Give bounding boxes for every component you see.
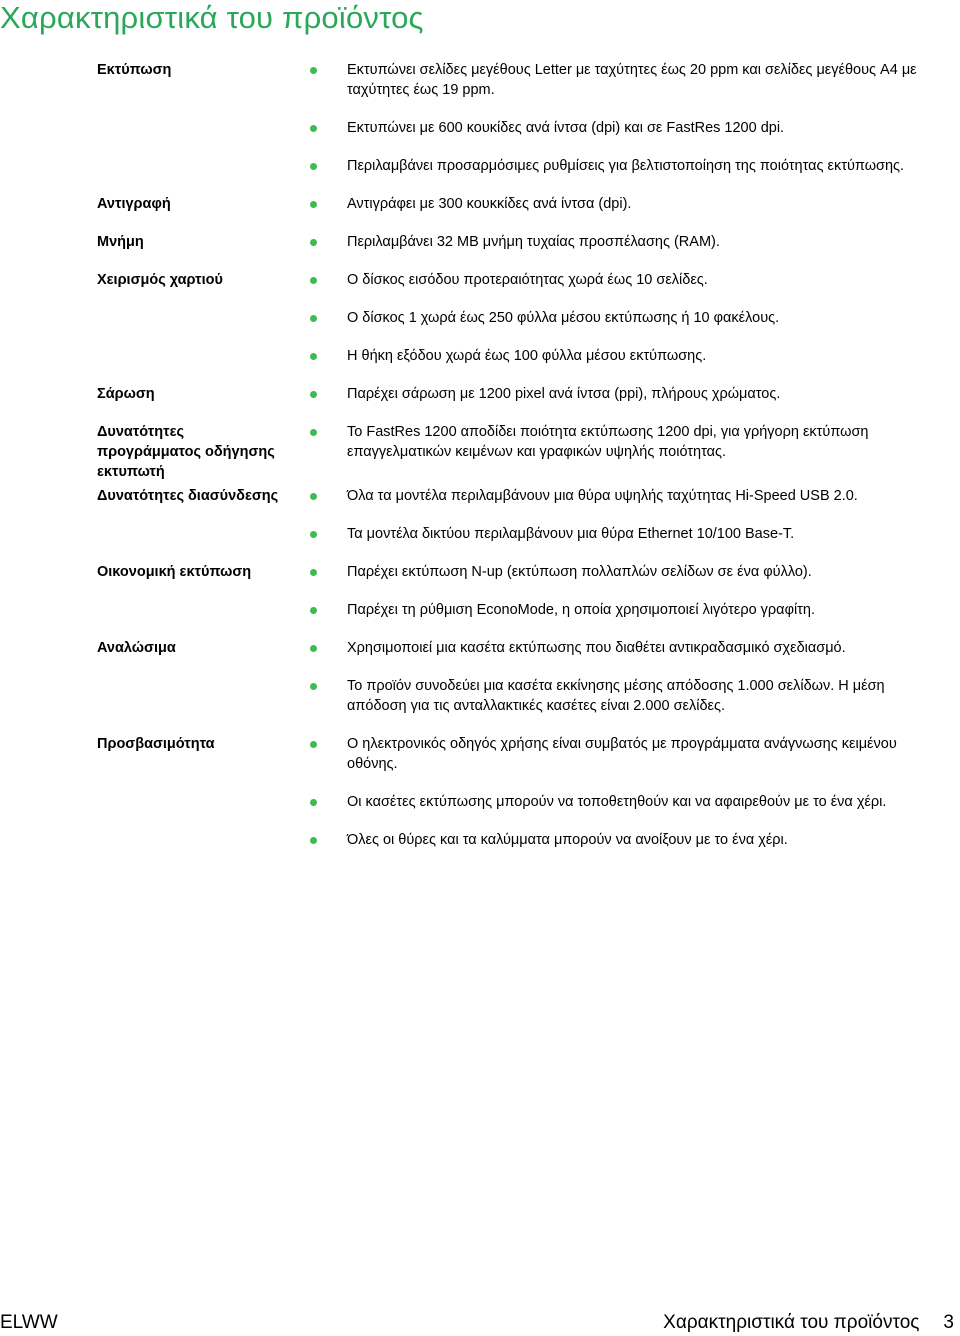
list-item [307,116,927,138]
feature-text: Το προϊόν συνοδεύει μια κασέτα εκκίνησης μέσης απόδοσης 1.000 σελίδων. Η μέση απόδοση για τις ανταλλακτικές κασέτες είναι 2.000 σελίδες. [347,678,885,714]
list-item [307,420,927,462]
feature-row-scan [97,382,927,420]
footer-section [663,1312,954,1334]
feature-text: Παρέχει σάρωση με 1200 pixel ανά ίντσα (ppi), πλήρους χρώματος. [347,386,781,402]
feature-text: Όλα τα μοντέλα περιλαμβάνουν μια θύρα υψηλής ταχύτητας Hi-Speed USB 2.0. [347,488,858,504]
list-item [307,58,927,100]
footer-doc-code: ELWW [0,1312,58,1333]
feature-row-memory [97,230,927,268]
list-item [307,732,927,774]
list-item [307,598,927,620]
feature-text: Περιλαμβάνει προσαρμόσιμες ρυθμίσεις για βελτιστοποίηση της ποιότητας εκτύπωσης. [347,158,905,174]
bullet-icon [310,837,317,844]
bullet-icon [310,125,317,132]
bullet-icon [310,799,317,806]
feature-text: Ο ηλεκτρονικός οδηγός χρήσης είναι συμβατός με προγράμματα ανάγνωσης κειμένου οθόνης. [347,736,897,772]
list-item [307,344,927,366]
list-item [307,560,927,582]
list-item [307,230,927,252]
bullet-icon [310,683,317,690]
feature-label: Σάρωση [97,386,155,402]
bullet-icon [310,429,317,436]
feature-row-connectivity [97,484,927,560]
list-item [307,484,927,506]
list-item [307,192,927,214]
feature-text: Όλες οι θύρες και τα καλύμματα μπορούν να ανοίξουν με το ένα χέρι. [347,832,788,848]
list-item [307,674,927,716]
feature-text: Το FastRes 1200 αποδίδει ποιότητα εκτύπωσης 1200 dpi, για γρήγορη εκτύπωση επαγγελματικών κειμένων και γραφικών υψηλής ποιότητας. [347,424,869,460]
bullet-icon [310,607,317,614]
feature-text: Τα μοντέλα δικτύου περιλαμβάνουν μια θύρα Ethernet 10/100 Base-T. [347,526,795,542]
feature-label: Μνήμη [97,234,144,250]
feature-text: Παρέχει εκτύπωση N-up (εκτύπωση πολλαπλών σελίδων σε ένα φύλλο). [347,564,812,580]
bullet-icon [310,645,317,652]
feature-text: Περιλαμβάνει 32 MB μνήμη τυχαίας προσπέλασης (RAM). [347,234,720,250]
bullet-icon [310,67,317,74]
bullet-icon [310,493,317,500]
page-footer [0,1312,960,1336]
feature-row-economy [97,560,927,636]
list-item [307,382,927,404]
bullet-icon [310,163,317,170]
bullet-icon [310,531,317,538]
bullet-icon [310,239,317,246]
page-title: Χαρακτηριστικά του προϊόντος [0,0,424,35]
feature-label: Προσβασιμότητα [97,736,215,752]
list-item [307,636,927,658]
bullet-icon [310,315,317,322]
feature-text: Ο δίσκος εισόδου προτεραιότητας χωρά έως 10 σελίδες. [347,272,708,288]
feature-row-driver [97,420,927,484]
bullet-icon [310,277,317,284]
feature-label: Αναλώσιμα [97,640,176,656]
feature-label: Αντιγραφή [97,196,171,212]
feature-text: Εκτυπώνει σελίδες μεγέθους Letter με ταχύτητες έως 20 ppm και σελίδες μεγέθους A4 με ταχύτητες έως 19 ppm. [347,62,917,98]
feature-row-supplies [97,636,927,732]
bullet-icon [310,569,317,576]
bullet-icon [310,353,317,360]
bullet-icon [310,391,317,398]
page-number: 3 [943,1312,954,1333]
feature-label: Δυνατότητες διασύνδεσης [97,488,279,504]
feature-text: Αντιγράφει με 300 κουκκίδες ανά ίντσα (dpi). [347,196,632,212]
feature-text: Η θήκη εξόδου χωρά έως 100 φύλλα μέσου εκτύπωσης. [347,348,707,364]
feature-row-copy [97,192,927,230]
feature-row-paper-handling [97,268,927,382]
footer-section-title: Χαρακτηριστικά του προϊόντος [663,1312,920,1333]
feature-label: Εκτύπωση [97,62,172,78]
list-item [307,154,927,176]
feature-label: Οικονομική εκτύπωση [97,564,252,580]
feature-text: Οι κασέτες εκτύπωσης μπορούν να τοποθετηθούν και να αφαιρεθούν με το ένα χέρι. [347,794,887,810]
feature-row-accessibility [97,732,927,866]
bullet-icon [310,201,317,208]
feature-text: Ο δίσκος 1 χωρά έως 250 φύλλα μέσου εκτύπωσης ή 10 φακέλους. [347,310,780,326]
list-item [307,268,927,290]
features-table [97,58,927,866]
feature-text: Χρησιμοποιεί μια κασέτα εκτύπωσης που διαθέτει αντικραδασμικό σχεδιασμό. [347,640,846,656]
list-item [307,306,927,328]
feature-text: Εκτυπώνει με 600 κουκίδες ανά ίντσα (dpi) και σε FastRes 1200 dpi. [347,120,785,136]
feature-row-printing [97,58,927,192]
bullet-icon [310,741,317,748]
list-item [307,522,927,544]
feature-label: Δυνατότητες προγράμματος οδήγησης εκτυπωτή [97,424,275,480]
list-item [307,790,927,812]
feature-label: Χειρισμός χαρτιού [97,272,223,288]
feature-text: Παρέχει τη ρύθμιση EconoMode, η οποία χρησιμοποιεί λιγότερο γραφίτη. [347,602,816,618]
list-item [307,828,927,850]
